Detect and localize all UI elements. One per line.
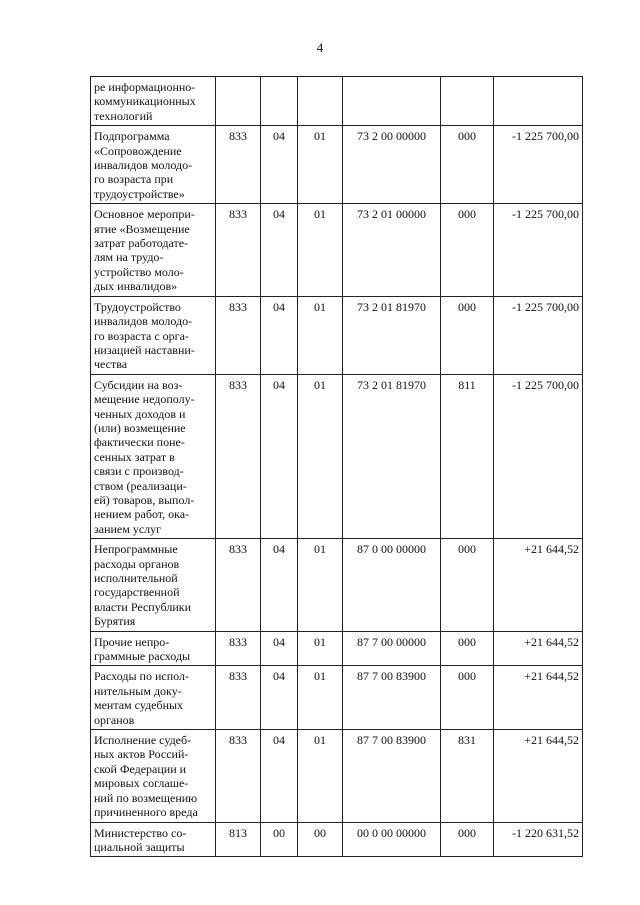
cell-name-line: чества	[94, 357, 128, 372]
cell-name-line: связи с производ-	[94, 464, 184, 479]
cell-name-line: го возраста при	[94, 172, 174, 187]
cell-name	[91, 539, 216, 631]
cell-name-line: причиненного вреда	[94, 805, 198, 820]
cell-name-line: государственной	[94, 585, 180, 600]
cell-name-line: технологий	[94, 108, 153, 123]
table-row	[91, 77, 583, 126]
cell-amount: -1 225 700,00	[494, 296, 583, 374]
cell-name-line: расходы органов	[94, 556, 180, 571]
cell-subsection: 00	[298, 822, 343, 857]
cell-name-line: Непрограммные	[94, 542, 178, 557]
cell-expense-kind: 000	[441, 822, 494, 857]
cell-expense-kind: 831	[441, 730, 494, 822]
cell-section: 04	[261, 631, 298, 666]
cell-expense-kind: 000	[441, 666, 494, 730]
cell-ministry-code: 813	[216, 822, 261, 857]
cell-ministry-code: 833	[216, 539, 261, 631]
cell-amount: -1 220 631,52	[494, 822, 583, 857]
cell-name	[91, 296, 216, 374]
cell-name-line: Прочие непро-	[94, 634, 170, 649]
table-row	[91, 374, 583, 538]
cell-name-line: устройство моло-	[94, 264, 184, 279]
cell-name-line: ятие «Возмещение	[94, 221, 190, 236]
cell-amount: +21 644,52	[494, 730, 583, 822]
cell-name-line: мещение недополу-	[94, 392, 195, 407]
cell-name-line: го возраста с орга-	[94, 328, 189, 343]
cell-target-article: 73 2 01 81970	[343, 296, 441, 374]
cell-amount: +21 644,52	[494, 631, 583, 666]
cell-subsection: 01	[298, 666, 343, 730]
cell-target-article: 73 2 01 81970	[343, 374, 441, 538]
cell-name-line: ченных доходов и	[94, 406, 186, 421]
cell-subsection: 01	[298, 296, 343, 374]
cell-name-line: дых инвалидов»	[94, 279, 178, 294]
cell-subsection: 01	[298, 204, 343, 296]
cell-name-line: нительным доку-	[94, 683, 182, 698]
cell-amount	[494, 77, 583, 126]
cell-section: 04	[261, 666, 298, 730]
cell-name-line: органов	[94, 712, 135, 727]
cell-ministry-code: 833	[216, 730, 261, 822]
cell-name-line: Субсидии на воз-	[94, 377, 183, 392]
cell-name-line: занием услуг	[94, 521, 162, 536]
cell-section: 04	[261, 296, 298, 374]
table-row	[91, 730, 583, 822]
cell-ministry-code	[216, 77, 261, 126]
cell-name-line: Трудоустройство	[94, 299, 181, 314]
cell-name-line: сенных затрат в	[94, 449, 175, 464]
cell-target-article: 87 7 00 83900	[343, 730, 441, 822]
cell-ministry-code: 833	[216, 296, 261, 374]
table-row	[91, 822, 583, 857]
cell-name-line: трудоустройстве»	[94, 186, 185, 201]
cell-name	[91, 631, 216, 666]
cell-ministry-code: 833	[216, 631, 261, 666]
cell-name-line: «Сопровождение	[94, 143, 182, 158]
cell-name-line: мировых соглаше-	[94, 776, 189, 791]
cell-section: 04	[261, 126, 298, 204]
cell-name-line: Расходы по испол-	[94, 669, 189, 684]
cell-target-article: 87 7 00 00000	[343, 631, 441, 666]
cell-expense-kind: 000	[441, 204, 494, 296]
cell-ministry-code: 833	[216, 666, 261, 730]
cell-name-line: нением работ, ока-	[94, 507, 190, 522]
table-row	[91, 631, 583, 666]
table-row	[91, 296, 583, 374]
cell-expense-kind: 000	[441, 126, 494, 204]
table-row	[91, 126, 583, 204]
cell-amount: +21 644,52	[494, 666, 583, 730]
cell-subsection	[298, 77, 343, 126]
cell-name	[91, 77, 216, 126]
cell-name	[91, 730, 216, 822]
cell-name-line: Бурятия	[94, 614, 136, 629]
cell-name-line: лям на трудо-	[94, 250, 164, 265]
cell-name	[91, 666, 216, 730]
cell-expense-kind: 811	[441, 374, 494, 538]
cell-amount: -1 225 700,00	[494, 374, 583, 538]
cell-subsection: 01	[298, 374, 343, 538]
cell-expense-kind	[441, 77, 494, 126]
cell-name-line: затрат работодате-	[94, 236, 189, 251]
cell-expense-kind: 000	[441, 631, 494, 666]
cell-section: 04	[261, 539, 298, 631]
cell-section: 04	[261, 374, 298, 538]
cell-name-line: власти Республики	[94, 599, 192, 614]
cell-name	[91, 822, 216, 857]
cell-name-line: (или) возмещение	[94, 420, 186, 435]
cell-subsection: 01	[298, 126, 343, 204]
cell-name-line: ний по возмещению	[94, 790, 198, 805]
cell-name-line: Основное меропри-	[94, 207, 195, 222]
cell-name-line: низацией наставни-	[94, 342, 195, 357]
page-number: 4	[316, 40, 324, 55]
cell-section: 04	[261, 204, 298, 296]
cell-subsection: 01	[298, 539, 343, 631]
cell-amount: -1 225 700,00	[494, 204, 583, 296]
cell-name-line: ской Федерации и	[94, 761, 187, 776]
table-row	[91, 539, 583, 631]
cell-name	[91, 374, 216, 538]
cell-subsection: 01	[298, 730, 343, 822]
cell-target-article: 00 0 00 00000	[343, 822, 441, 857]
cell-subsection: 01	[298, 631, 343, 666]
cell-name-line: фактически поне-	[94, 435, 185, 450]
cell-target-article: 87 0 00 00000	[343, 539, 441, 631]
cell-ministry-code: 833	[216, 204, 261, 296]
cell-amount: +21 644,52	[494, 539, 583, 631]
table-row	[91, 204, 583, 296]
cell-name	[91, 126, 216, 204]
cell-name-line: ментам судебных	[94, 698, 184, 713]
cell-amount: -1 225 700,00	[494, 126, 583, 204]
cell-ministry-code: 833	[216, 374, 261, 538]
cell-name-line: инвалидов молодо-	[94, 314, 193, 329]
budget-table-body	[91, 77, 583, 857]
budget-table	[90, 76, 583, 857]
cell-name-line: Министерство со-	[94, 825, 187, 840]
cell-expense-kind: 000	[441, 296, 494, 374]
cell-section	[261, 77, 298, 126]
cell-target-article: 87 7 00 83900	[343, 666, 441, 730]
cell-name-line: Подпрограмма	[94, 129, 170, 144]
table-row	[91, 666, 583, 730]
cell-name-line: инвалидов молодо-	[94, 158, 193, 173]
cell-name-line: циальной защиты	[94, 839, 185, 854]
cell-ministry-code: 833	[216, 126, 261, 204]
cell-target-article	[343, 77, 441, 126]
cell-name-line: ством (реализаци-	[94, 478, 187, 493]
cell-name-line: граммные расходы	[94, 649, 191, 664]
cell-section: 04	[261, 730, 298, 822]
cell-name-line: исполнительной	[94, 571, 178, 585]
cell-name-line: ей) товаров, выпол-	[94, 492, 195, 507]
cell-name-line: ных актов Россий-	[94, 747, 189, 762]
cell-name-line: ре информационно-	[94, 80, 196, 94]
cell-name-line: коммуникационных	[94, 94, 196, 109]
cell-name-line: Исполнение судеб-	[94, 733, 192, 748]
cell-target-article: 73 2 00 00000	[343, 126, 441, 204]
cell-target-article: 73 2 01 00000	[343, 204, 441, 296]
cell-section: 00	[261, 822, 298, 857]
cell-name	[91, 204, 216, 296]
cell-expense-kind: 000	[441, 539, 494, 631]
